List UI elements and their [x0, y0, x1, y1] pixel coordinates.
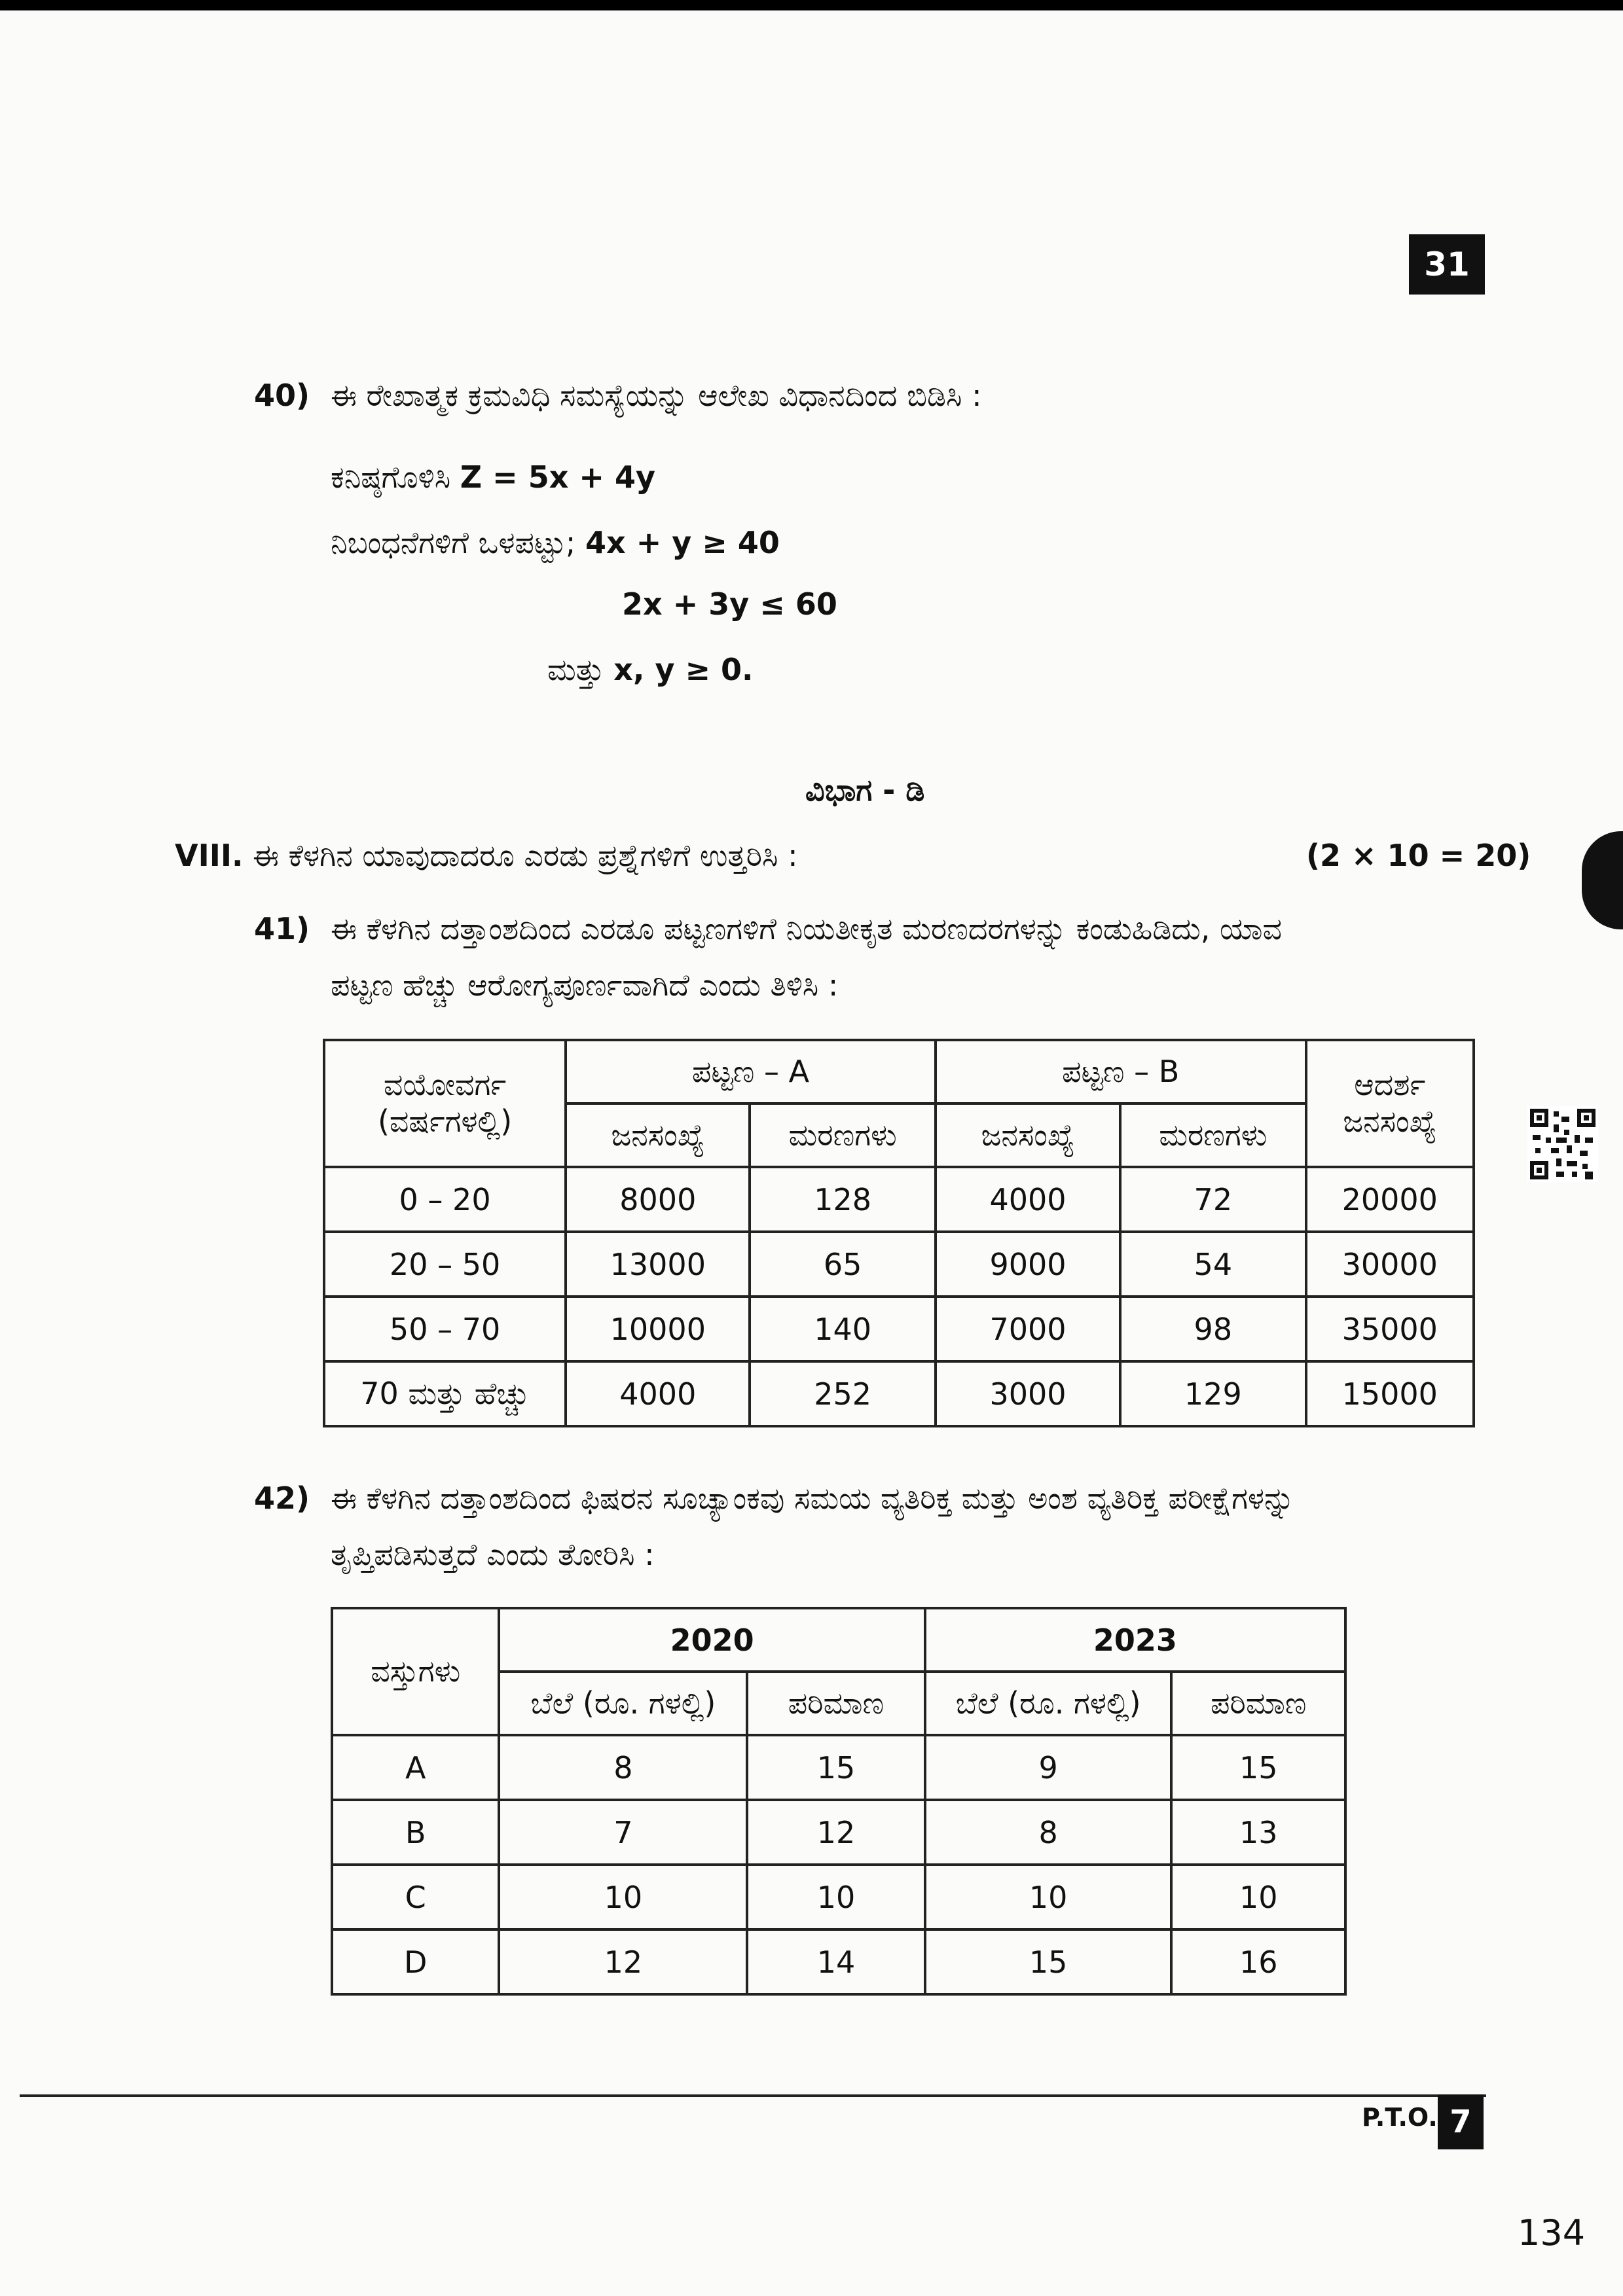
objective-function: Z = 5x + 4y: [460, 459, 655, 495]
table-cell: 12: [499, 1929, 747, 1994]
mortality-table: [323, 1039, 1475, 1427]
table-cell: 129: [1120, 1361, 1305, 1426]
constraint-2: 2x + 3y ≤ 60: [622, 586, 837, 622]
objective-line: [331, 459, 655, 495]
table-cell: 15: [925, 1929, 1172, 1994]
table-cell: 35000: [1306, 1297, 1474, 1361]
price-quantity-table: [331, 1607, 1347, 1996]
table-cell: D: [332, 1929, 499, 1994]
constraint-label: ನಿಬಂಧನೆಗಳಿಗೆ ಒಳಪಟ್ಟು;: [331, 525, 576, 560]
age-group-header: ವಯೋವರ್ಗ (ವರ್ಷಗಳಲ್ಲಿ): [324, 1040, 566, 1167]
table-cell: 50 – 70: [324, 1297, 566, 1361]
table-cell: 8: [925, 1800, 1172, 1865]
table-cell: 4000: [936, 1167, 1120, 1232]
table-cell: 10000: [566, 1297, 750, 1361]
page-number-small: 7: [1438, 2094, 1484, 2149]
question-text: ಈ ರೇಖಾತ್ಮಕ ಕ್ರಮವಿಧಿ ಸಮಸ್ಯೆಯನ್ನು ಆಲೇಖ ವಿಧಾನದಿಂದ ಬಿಡಿಸಿ :: [331, 378, 982, 413]
table-cell: 13: [1171, 1800, 1345, 1865]
table-cell: 10: [499, 1865, 747, 1929]
table-cell: 72: [1120, 1167, 1305, 1232]
population-header: ಜನಸಂಖ್ಯೆ: [566, 1103, 750, 1167]
population-header: ಜನಸಂಖ್ಯೆ: [936, 1103, 1120, 1167]
quantity-header: ಪರಿಮಾಣ: [747, 1672, 924, 1735]
table-cell: 20000: [1306, 1167, 1474, 1232]
town-a-header: ಪಟ್ಟಣ – A: [566, 1040, 936, 1103]
table-cell: 9000: [936, 1232, 1120, 1297]
nonneg-constraint: x, y ≥ 0.: [613, 652, 754, 687]
table-cell: 98: [1120, 1297, 1305, 1361]
table-row: [332, 1929, 1345, 1994]
question-number: 42): [254, 1480, 310, 1516]
table-cell: 140: [750, 1297, 935, 1361]
deaths-header: ಮರಣಗಳು: [1120, 1103, 1305, 1167]
table-row: [324, 1232, 1474, 1297]
table-cell: 3000: [936, 1361, 1120, 1426]
question-number: 41): [254, 911, 310, 946]
table-cell: 10: [1171, 1865, 1345, 1929]
table-cell: 7000: [936, 1297, 1120, 1361]
objective-label: ಕನಿಷ್ಠಗೊಳಿಸಿ: [331, 459, 451, 495]
table-cell: 8: [499, 1735, 747, 1800]
table-cell: 15: [747, 1735, 924, 1800]
quantity-header: ಪರಿಮಾಣ: [1171, 1672, 1345, 1735]
table-cell: 9: [925, 1735, 1172, 1800]
section-instruction: ಈ ಕೆಳಗಿನ ಯಾವುದಾದರೂ ಎರಡು ಪ್ರಶ್ನೆಗಳಿಗೆ ಉತ್ತರಿಸಿ :: [253, 838, 798, 873]
table-cell: 10: [747, 1865, 924, 1929]
nonneg-line: [547, 652, 754, 688]
section-title: ವಿಭಾಗ - ಡಿ: [805, 772, 925, 808]
table-cell: 13000: [566, 1232, 750, 1297]
table-cell: 16: [1171, 1929, 1345, 1994]
table-cell: 8000: [566, 1167, 750, 1232]
page-badge: 31: [1409, 234, 1485, 295]
question-text-line1: ಈ ಕೆಳಗಿನ ದತ್ತಾಂಶದಿಂದ ಎರಡೂ ಪಟ್ಟಣಗಳಿಗೆ ನಿಯತೀಕೃತ ಮರಣದರಗಳನ್ನು ಕಂಡುಹಿಡಿದು, ಯಾವ: [331, 911, 1282, 946]
qr-code-icon: [1527, 1106, 1598, 1182]
town-b-header: ಪಟ್ಟಣ – B: [936, 1040, 1306, 1103]
question-text-line1: ಈ ಕೆಳಗಿನ ದತ್ತಾಂಶದಿಂದ ಫಿಷರನ ಸೂಚ್ಯಾಂಕವು ಸಮಯ ವ್ಯತಿರಿಕ್ತ ಮತ್ತು ಅಂಶ ವ್ಯತಿರಿಕ್ತ ಪರೀಕ್ಷೆಗಳನ್ನು: [331, 1480, 1295, 1516]
year-2020-header: 2020: [499, 1608, 924, 1672]
footer-divider: [20, 2094, 1486, 2097]
table-row: [324, 1361, 1474, 1426]
year-2023-header: 2023: [925, 1608, 1345, 1672]
pto-label: P.T.O.: [1362, 2103, 1438, 2132]
question-text-line2: ತೃಪ್ತಿಪಡಿಸುತ್ತದೆ ಎಂದು ತೋರಿಸಿ :: [331, 1537, 655, 1572]
table-cell: B: [332, 1800, 499, 1865]
question-number: 40): [254, 378, 310, 413]
table-row: [324, 1167, 1474, 1232]
table-cell: 252: [750, 1361, 935, 1426]
side-tab-marker: [1582, 831, 1623, 929]
items-header: ವಸ್ತುಗಳು: [332, 1608, 499, 1735]
table-cell: 30000: [1306, 1232, 1474, 1297]
table-row: [332, 1735, 1345, 1800]
table-cell: 15: [1171, 1735, 1345, 1800]
table-cell: 7: [499, 1800, 747, 1865]
table-cell: 4000: [566, 1361, 750, 1426]
page-number: 134: [1518, 2212, 1586, 2253]
table-cell: 20 – 50: [324, 1232, 566, 1297]
section-roman: VIII.: [175, 838, 244, 873]
table-cell: 12: [747, 1800, 924, 1865]
section-marks: (2 × 10 = 20): [1306, 838, 1531, 873]
table-row: [324, 1297, 1474, 1361]
table-cell: 65: [750, 1232, 935, 1297]
table-cell: A: [332, 1735, 499, 1800]
table-cell: 15000: [1306, 1361, 1474, 1426]
table-cell: 128: [750, 1167, 935, 1232]
constraint-line: [331, 525, 780, 561]
price-header: ಬೆಲೆ (ರೂ. ಗಳಲ್ಲಿ): [499, 1672, 747, 1735]
constraint-1: 4x + y ≥ 40: [585, 525, 780, 560]
price-header: ಬೆಲೆ (ರೂ. ಗಳಲ್ಲಿ): [925, 1672, 1172, 1735]
table-cell: 54: [1120, 1232, 1305, 1297]
table-row: [332, 1800, 1345, 1865]
question-text-line2: ಪಟ್ಟಣ ಹೆಚ್ಚು ಆರೋಗ್ಯಪೂರ್ಣವಾಗಿದೆ ಎಂದು ತಿಳಿಸಿ :: [331, 967, 839, 1003]
top-border: [0, 0, 1623, 10]
nonneg-label: ಮತ್ತು: [547, 652, 604, 687]
table-cell: 0 – 20: [324, 1167, 566, 1232]
table-cell: 70 ಮತ್ತು ಹೆಚ್ಚು: [324, 1361, 566, 1426]
table-row: [332, 1865, 1345, 1929]
standard-population-header: ಆದರ್ಶ ಜನಸಂಖ್ಯೆ: [1306, 1040, 1474, 1167]
table-cell: 10: [925, 1865, 1172, 1929]
table-cell: C: [332, 1865, 499, 1929]
deaths-header: ಮರಣಗಳು: [750, 1103, 935, 1167]
table-cell: 14: [747, 1929, 924, 1994]
